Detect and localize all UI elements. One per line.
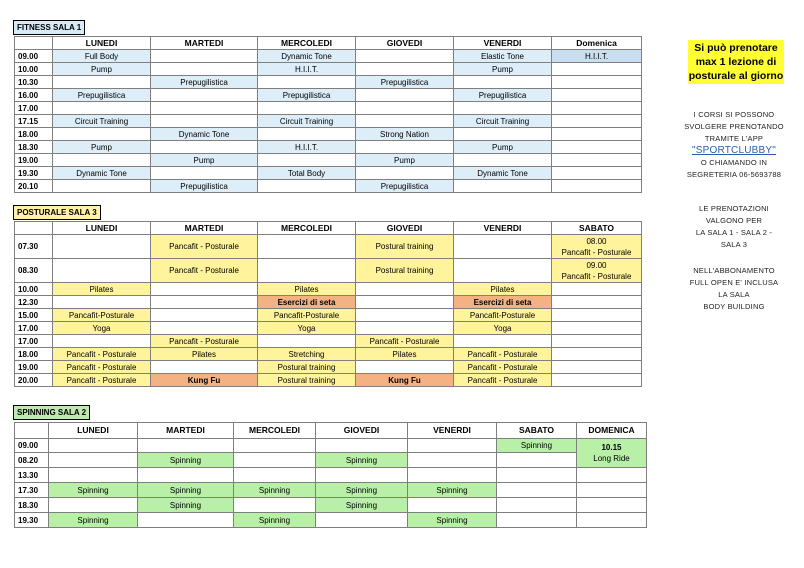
notice-line: max 1 lezione di — [695, 56, 777, 68]
class-cell: Prepugilistica — [258, 89, 356, 102]
time-cell: 16.00 — [15, 89, 53, 102]
class-cell: Pancafit - Posturale — [151, 335, 258, 348]
class-cell: Postural training — [356, 259, 454, 283]
class-cell — [552, 89, 642, 102]
class-cell: Pancafit - Posturale — [454, 361, 552, 374]
class-cell: Pancafit - Posturale — [53, 374, 151, 387]
class-cell: Spinning — [234, 483, 316, 498]
info-line: SALA 3 — [720, 240, 748, 249]
class-cell — [258, 128, 356, 141]
class-cell — [454, 76, 552, 89]
time-cell: 19.30 — [15, 167, 53, 180]
rooms-info — [668, 203, 800, 251]
class-cell: Prepugilistica — [151, 180, 258, 193]
table-row — [15, 235, 642, 259]
class-cell — [577, 439, 647, 468]
fitness-day-header: VENERDI — [454, 37, 552, 50]
class-cell: Spinning — [316, 453, 408, 468]
class-cell: Pilates — [356, 348, 454, 361]
table-row — [15, 89, 642, 102]
time-cell: 19.00 — [15, 154, 53, 167]
fitness-day-header: MARTEDI — [151, 37, 258, 50]
class-cell: Stretching — [258, 348, 356, 361]
class-cell — [258, 154, 356, 167]
class-cell: Spinning — [49, 513, 138, 528]
table-row — [15, 259, 642, 283]
time-cell: 18.00 — [15, 348, 53, 361]
table-row — [15, 439, 647, 453]
time-cell: 17.15 — [15, 115, 53, 128]
time-cell: 10.30 — [15, 76, 53, 89]
posturale-day-header: LUNEDI — [53, 222, 151, 235]
time-cell: 15.00 — [15, 309, 53, 322]
spinning-title: SPINNING SALA 2 — [13, 405, 90, 420]
spinning-day-header: DOMENICA — [577, 423, 647, 439]
table-row — [15, 102, 642, 115]
time-cell: 09.00 — [15, 439, 49, 453]
sunday-time: 10.15 — [601, 443, 622, 452]
time-cell: 09.00 — [15, 50, 53, 63]
table-row — [15, 141, 642, 154]
class-cell — [151, 89, 258, 102]
class-cell: Yoga — [258, 322, 356, 335]
class-cell: Circuit Training — [53, 115, 151, 128]
table-row — [15, 361, 642, 374]
time-cell: 10.00 — [15, 283, 53, 296]
class-cell: Pump — [53, 141, 151, 154]
notice-line: posturale al giorno — [688, 70, 784, 82]
table-row — [15, 63, 642, 76]
posturale-day-header: VENERDI — [454, 222, 552, 235]
class-cell: Pump — [53, 63, 151, 76]
info-line: NELL'ABBONAMENTO — [693, 266, 775, 275]
info-line: LE PRENOTAZIONI — [699, 204, 769, 213]
info-line: TRAMITE L'APP — [704, 134, 764, 143]
saturday-time: 09.00 — [586, 260, 607, 270]
class-cell: Pancafit - Posturale — [454, 374, 552, 387]
class-cell: Circuit Training — [454, 115, 552, 128]
class-cell: Esercizi di seta — [454, 296, 552, 309]
class-cell: Spinning — [138, 483, 234, 498]
class-cell: Pancafit - Posturale — [356, 335, 454, 348]
class-cell — [552, 259, 642, 283]
notice-line: Si può prenotare — [694, 42, 778, 54]
class-cell — [454, 180, 552, 193]
class-cell: Spinning — [138, 453, 234, 468]
info-line: LA SALA — [718, 290, 750, 299]
table-row — [15, 453, 647, 468]
class-cell: Circuit Training — [258, 115, 356, 128]
fitness-day-header: LUNEDI — [53, 37, 151, 50]
class-cell — [356, 115, 454, 128]
class-cell — [151, 167, 258, 180]
table-row — [15, 374, 642, 387]
class-cell: Spinning — [408, 483, 497, 498]
class-cell — [552, 154, 642, 167]
class-cell: Pump — [151, 154, 258, 167]
table-row — [15, 322, 642, 335]
booking-info — [668, 109, 800, 181]
spinning-day-header: SABATO — [497, 423, 577, 439]
time-cell: 13.30 — [15, 468, 49, 483]
saturday-class: Pancafit - Posturale — [561, 247, 632, 257]
class-cell: Spinning — [316, 498, 408, 513]
class-cell — [53, 154, 151, 167]
class-cell — [151, 50, 258, 63]
time-cell: 18.00 — [15, 128, 53, 141]
class-cell: Postural training — [258, 374, 356, 387]
class-cell: Pancafit-Posturale — [53, 309, 151, 322]
app-link[interactable]: "SPORTCLUBBY" — [692, 145, 776, 156]
spinning-day-header: MARTEDI — [138, 423, 234, 439]
class-cell — [552, 235, 642, 259]
class-cell — [151, 63, 258, 76]
time-cell: 08.30 — [15, 259, 53, 283]
posturale-day-header: GIOVEDI — [356, 222, 454, 235]
class-cell — [356, 167, 454, 180]
class-cell: Pancafit - Posturale — [151, 259, 258, 283]
table-row — [15, 167, 642, 180]
class-cell — [552, 128, 642, 141]
time-cell: 17.00 — [15, 335, 53, 348]
saturday-class: Pancafit - Posturale — [561, 271, 632, 281]
info-line: BODY BUILDING — [703, 302, 765, 311]
class-cell: Dynamic Tone — [151, 128, 258, 141]
membership-info — [668, 265, 800, 313]
class-cell — [454, 128, 552, 141]
class-cell: H.I.I.T. — [552, 50, 642, 63]
time-cell: 17.00 — [15, 102, 53, 115]
class-cell — [53, 76, 151, 89]
class-cell: Postural training — [258, 361, 356, 374]
fitness-title: FITNESS SALA 1 — [13, 20, 85, 35]
class-cell — [552, 76, 642, 89]
class-cell: H.I.I.T. — [258, 141, 356, 154]
class-cell — [356, 141, 454, 154]
sunday-class: Long Ride — [593, 454, 630, 463]
table-row — [15, 335, 642, 348]
class-cell — [258, 76, 356, 89]
time-cell: 18.30 — [15, 498, 49, 513]
class-cell: Pancafit - Posturale — [53, 361, 151, 374]
class-cell: Postural training — [356, 235, 454, 259]
class-cell: Spinning — [497, 439, 577, 453]
class-cell: Pump — [454, 63, 552, 76]
fitness-schedule-table — [14, 36, 642, 193]
class-cell — [53, 128, 151, 141]
table-row — [15, 128, 642, 141]
class-cell: Spinning — [234, 513, 316, 528]
class-cell: Prepugilistica — [151, 76, 258, 89]
info-line: SVOLGERE PRENOTANDO — [684, 122, 784, 131]
posturale-day-header: SABATO — [552, 222, 642, 235]
info-line: FULL OPEN E' INCLUSA — [689, 278, 779, 287]
info-line: I CORSI SI POSSONO — [693, 110, 775, 119]
table-row — [15, 76, 642, 89]
spinning-schedule-table — [14, 422, 647, 528]
fitness-day-header: MERCOLEDI — [258, 37, 356, 50]
time-cell: 20.00 — [15, 374, 53, 387]
class-cell: Dynamic Tone — [258, 50, 356, 63]
class-cell — [552, 167, 642, 180]
class-cell: Dynamic Tone — [53, 167, 151, 180]
posturale-day-header: MARTEDI — [151, 222, 258, 235]
class-cell — [258, 180, 356, 193]
fitness-day-header: GIOVEDI — [356, 37, 454, 50]
info-line: VALGONO PER — [705, 216, 763, 225]
class-cell: Strong Nation — [356, 128, 454, 141]
spinning-day-header: MERCOLEDI — [234, 423, 316, 439]
class-cell: Spinning — [49, 483, 138, 498]
class-cell: Yoga — [454, 322, 552, 335]
class-cell: Pancafit - Posturale — [151, 235, 258, 259]
class-cell: Pilates — [53, 283, 151, 296]
time-cell: 19.30 — [15, 513, 49, 528]
table-row — [15, 296, 642, 309]
table-row — [15, 154, 642, 167]
class-cell — [53, 180, 151, 193]
table-row — [15, 309, 642, 322]
time-cell: 18.30 — [15, 141, 53, 154]
class-cell: Spinning — [408, 513, 497, 528]
class-cell: Kung Fu — [151, 374, 258, 387]
class-cell: Pump — [454, 141, 552, 154]
spinning-day-header: GIOVEDI — [316, 423, 408, 439]
class-cell — [356, 50, 454, 63]
posturale-day-header: MERCOLEDI — [258, 222, 356, 235]
time-cell: 20.10 — [15, 180, 53, 193]
spinning-day-header: LUNEDI — [49, 423, 138, 439]
posturale-schedule-table — [14, 221, 642, 387]
class-cell: Pilates — [151, 348, 258, 361]
table-row — [15, 283, 642, 296]
table-row — [15, 498, 647, 513]
class-cell — [151, 115, 258, 128]
class-cell: Kung Fu — [356, 374, 454, 387]
class-cell: Spinning — [316, 483, 408, 498]
spinning-day-header: VENERDI — [408, 423, 497, 439]
time-cell: 07.30 — [15, 235, 53, 259]
info-line: LA SALA 1 - SALA 2 - — [695, 228, 773, 237]
fitness-day-header: Domenica — [552, 37, 642, 50]
table-row — [15, 513, 647, 528]
class-cell: Pump — [356, 154, 454, 167]
time-cell: 08.20 — [15, 453, 49, 468]
class-cell: Pilates — [258, 283, 356, 296]
time-cell: 17.30 — [15, 483, 49, 498]
class-cell: Yoga — [53, 322, 151, 335]
time-cell: 17.00 — [15, 322, 53, 335]
table-row — [15, 348, 642, 361]
saturday-time: 08.00 — [586, 236, 607, 246]
table-row — [15, 468, 647, 483]
info-line: O CHIAMANDO IN — [700, 158, 768, 167]
class-cell: Pilates — [454, 283, 552, 296]
class-cell: Pancafit-Posturale — [454, 309, 552, 322]
class-cell: Prepugilistica — [53, 89, 151, 102]
table-row — [15, 115, 642, 128]
time-cell: 19.00 — [15, 361, 53, 374]
table-row — [15, 180, 642, 193]
class-cell: Pancafit - Posturale — [454, 348, 552, 361]
class-cell — [356, 63, 454, 76]
class-cell — [151, 141, 258, 154]
info-line: SEGRETERIA 06-5693788 — [686, 170, 782, 179]
class-cell: Esercizi di seta — [258, 296, 356, 309]
table-row — [15, 483, 647, 498]
class-cell — [552, 180, 642, 193]
posturale-title: POSTURALE SALA 3 — [13, 205, 101, 220]
class-cell: Total Body — [258, 167, 356, 180]
class-cell — [552, 63, 642, 76]
class-cell: Prepugilistica — [356, 76, 454, 89]
time-cell: 12.30 — [15, 296, 53, 309]
class-cell: Spinning — [138, 498, 234, 513]
class-cell — [356, 89, 454, 102]
class-cell: Dynamic Tone — [454, 167, 552, 180]
class-cell: Full Body — [53, 50, 151, 63]
class-cell: Prepugilistica — [454, 89, 552, 102]
time-cell: 10.00 — [15, 63, 53, 76]
class-cell — [552, 141, 642, 154]
class-cell: Prepugilistica — [356, 180, 454, 193]
class-cell: H.I.I.T. — [258, 63, 356, 76]
class-cell: Pancafit-Posturale — [258, 309, 356, 322]
class-cell — [552, 115, 642, 128]
table-row — [15, 50, 642, 63]
class-cell: Elastic Tone — [454, 50, 552, 63]
booking-limit-notice — [688, 40, 784, 84]
class-cell — [454, 154, 552, 167]
class-cell: Pancafit - Posturale — [53, 348, 151, 361]
